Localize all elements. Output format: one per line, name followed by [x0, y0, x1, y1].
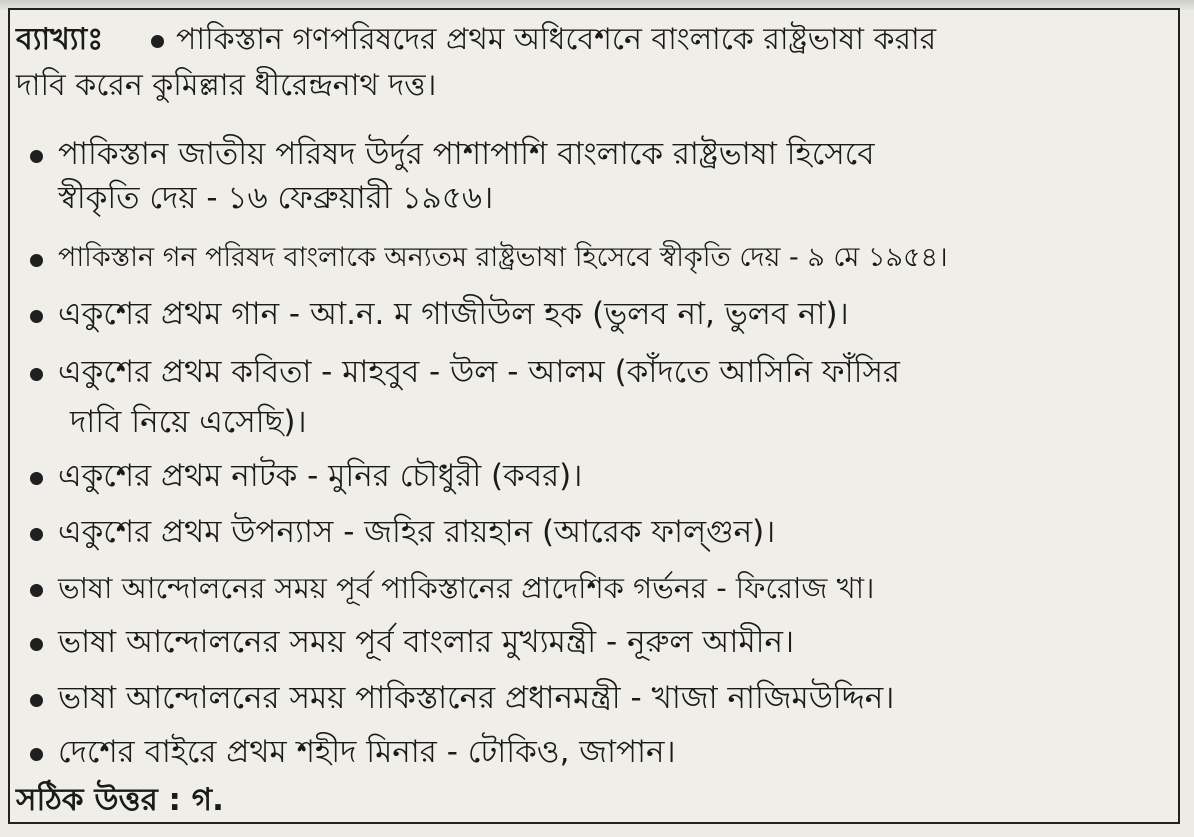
list-item: দেশের বাইরে প্রথম শহীদ মিনার - টোকিও, জাপান। — [58, 734, 676, 770]
bullet-icon — [30, 150, 43, 163]
list-item: পাকিস্তান জাতীয় পরিষদ উর্দুর পাশাপাশি বাংলাকে রাষ্ট্রভাষা হিসেবে — [58, 136, 875, 172]
bullet-icon — [30, 472, 43, 485]
bullet-icon — [30, 368, 43, 381]
list-item: একুশের প্রথম গান - আ.ন. ম গাজীউল হক (ভুলব না, ভুলব না)। — [58, 296, 849, 332]
list-item-continuation: দাবি নিয়ে এসেছি)। — [70, 404, 307, 440]
explanation-text-line-2: দাবি করেন কুমিল্লার ধীরেন্দ্রনাথ দত্ত। — [16, 68, 437, 103]
bullet-icon — [30, 748, 43, 761]
bullet-icon — [30, 310, 43, 323]
list-item: একুশের প্রথম কবিতা - মাহবুব - উল - আলম (কাঁদতে আসিনি ফাঁসির — [58, 354, 900, 390]
list-item: ভাষা আন্দোলনের সময় পাকিস্তানের প্রধানমন্ত্রী - খাজা নাজিমউদ্দিন। — [58, 680, 895, 716]
list-item: ভাষা আন্দোলনের সময় পূর্ব বাংলার মুখ্যমন্ত্রী - নূরুল আমীন। — [58, 624, 795, 660]
list-item: একুশের প্রথম নাটক - মুনির চৌধুরী (কবর)। — [58, 458, 583, 494]
list-item: ভাষা আন্দোলনের সময় পূর্ব পাকিস্তানের প্রাদেশিক গর্ভনর - ফিরোজ খা। — [58, 571, 875, 605]
explanation-label: ব্যাখ্যাঃ — [16, 22, 104, 57]
bullet-icon — [151, 35, 164, 48]
bullet-icon — [30, 254, 43, 267]
bullet-icon — [30, 584, 43, 597]
bullet-icon — [30, 638, 43, 651]
correct-answer: সঠিক উত্তর : গ. — [16, 782, 224, 818]
explanation-text-line-1: পাকিস্তান গণপরিষদের প্রথম অধিবেশনে বাংলাকে রাষ্ট্রভাষা করার — [176, 22, 937, 57]
bullet-icon — [30, 694, 43, 707]
bullet-icon — [30, 528, 43, 541]
list-item: একুশের প্রথম উপন্যাস - জহির রায়হান (আরেক ফাল্গুন)। — [58, 514, 776, 550]
explanation-box — [8, 8, 1180, 824]
list-item-continuation: স্বীকৃতি দেয় - ১৬ ফেব্রুয়ারী ১৯৫৬। — [58, 180, 494, 216]
list-item: পাকিস্তান গন পরিষদ বাংলাকে অন্যতম রাষ্ট্রভাষা হিসেবে স্বীকৃতি দেয় - ৯ মে ১৯৫৪। — [58, 242, 948, 273]
